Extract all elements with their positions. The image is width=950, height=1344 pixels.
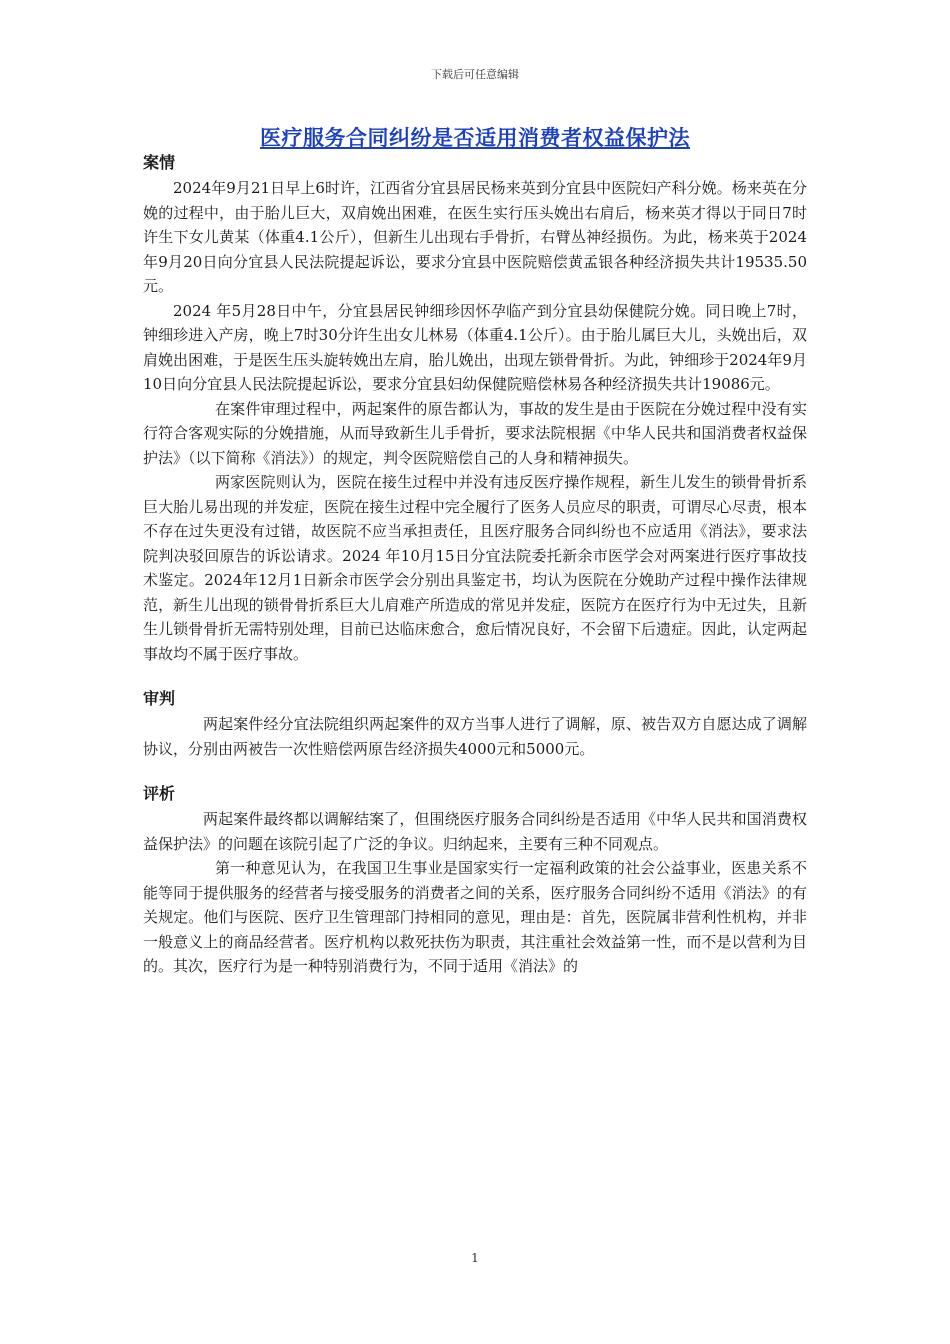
case-paragraph-1: 2024年9月21日早上6时许，江西省分宜县居民杨来英到分宜县中医院妇产科分娩。杨来英在分娩的过程中，由于胎儿巨大，双肩娩出困难，在医生实行压头娩出右肩后，杨来英才得以于同日7时许生下女儿黄某（体重4.1公斤），但新生儿出现右手骨折，右臂丛神经损伤。为此，杨来英于2024年9月20日向分宜县人民法院提起诉讼，要求分宜县中医院赔偿黄孟银各种经济损失共计19535.50元。 — [143, 179, 807, 295]
section-spacer — [143, 666, 807, 686]
case-paragraph-3: 在案件审理过程中，两起案件的原告都认为，事故的发生是由于医院在分娩过程中没有实行符合客观实际的分娩措施，从而导致新生儿手骨折，要求法院根据《中华人民共和国消费者权益保护法》（以下简称《消法》）的规定，判令医院赔偿自己的人身和精神损失。 — [143, 399, 807, 467]
case-paragraph-4: 两家医院则认为，医院在接生过程中并没有违反医疗操作规程，新生儿发生的锁骨骨折系巨大胎儿易出现的并发症，医院在接生过程中完全履行了医务人员应尽的职责，可谓尽心尽责，根本不存在过失更没有过错，故医院不应当承担责任，且医疗服务合同纠纷也不应适用《消法》，要求法院判决驳回原告的诉讼请求。2024 年10月15日分宜法院委托新余市医学会对两案进行医疗事故技术鉴定。2024年12月1日新余市医学会分别出具鉴定书，均认为医院在分娩助产过程中操作法律规范，新生儿出现的锁骨骨折系巨大儿肩难产所造成的常见并发症，医院方在医疗行为中无过失，且新生儿锁骨骨折无需特别处理，目前已达临床愈合，愈后情况良好，不会留下后遗症。因此，认定两起事故均不属于医疗事故。 — [143, 473, 807, 663]
trial-paragraph-1: 两起案件经分宜法院组织两起案件的双方当事人进行了调解，原、被告双方自愿达成了调解协议，分别由两被告一次性赔偿两原告经济损失4000元和5000元。 — [143, 715, 807, 758]
section-heading-trial: 审判 — [143, 689, 176, 708]
document-body — [143, 150, 807, 979]
page-number: 1 — [471, 1251, 479, 1265]
section-heading-analysis: 评析 — [143, 784, 176, 803]
section-heading-case: 案情 — [143, 153, 176, 172]
analysis-paragraph-1: 两起案件最终都以调解结案了，但围绕医疗服务合同纠纷是否适用《中华人民共和国消费权益保护法》的问题在该院引起了广泛的争议。归纳起来，主要有三种不同观点。 — [143, 810, 807, 853]
case-paragraph-2: 2024 年5月28日中午，分宜县居民钟细珍因怀孕临产到分宜县幼保健院分娩。同日晚上7时，钟细珍进入产房，晚上7时30分许生出女儿林易（体重4.1公斤）。由于胎儿属巨大儿，头娩出后，双肩娩出困难，于是医生压头旋转娩出左肩，胎儿娩出，出现左锁骨骨折。为此，钟细珍于2024年9月10日向分宜县人民法院提起诉讼，要求分宜县妇幼保健院赔偿林易各种经济损失共计19086元。 — [143, 301, 807, 393]
document-title[interactable]: 医疗服务合同纠纷是否适用消费者权益保护法 — [260, 126, 690, 150]
analysis-paragraph-2: 第一种意见认为，在我国卫生事业是国家实行一定福利政策的社会公益事业，医患关系不能等同于提供服务的经营者与接受服务的消费者之间的关系，医疗服务合同纠纷不适用《消法》的有关规定。他们与医院、医疗卫生管理部门持相同的意见，理由是：首先，医院属非营利性机构，并非一般意义上的商品经营者。医疗机构以救死扶伤为职责，其注重社会效益第一性，而不是以营利为目的。其次，医疗行为是一种特别消费行为，不同于适用《消法》的 — [143, 859, 807, 975]
header-note: 下载后可任意编辑 — [431, 68, 519, 81]
section-spacer — [143, 761, 807, 781]
